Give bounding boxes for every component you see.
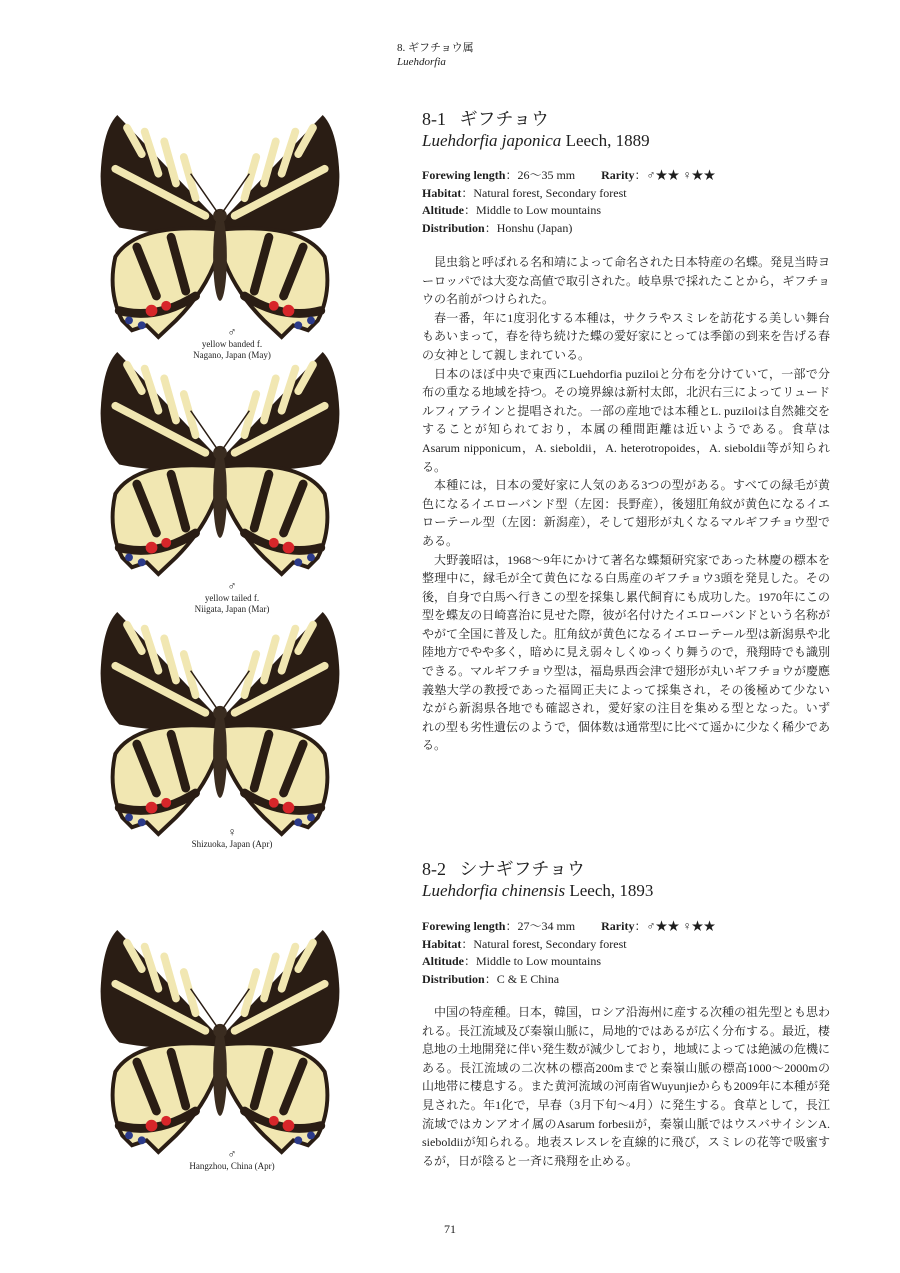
chapter-title: ギフチョウ属 <box>408 42 474 54</box>
specimen-3-locality: Shizuoka, Japan (Apr) <box>191 839 273 849</box>
rarity-label: Rarity <box>601 919 635 933</box>
chapter-genus: Luehdorfia <box>397 56 446 68</box>
species-1-japanese-name: ギフチョウ <box>459 109 549 129</box>
species-1-paragraph-2: 春一番，年に1度羽化する本種は，サクラやスミレを訪花する美しい舞台もあいまって，春を待ち続けた蝶の愛好家にとっては季節の到来を告げる春の女神として親しまれている。 <box>422 310 830 362</box>
forewing-label: Forewing length <box>422 168 506 182</box>
altitude-value: ：Middle to Low mountains <box>464 203 601 217</box>
altitude-value: ：Middle to Low mountains <box>464 954 601 968</box>
species-1-info <box>422 167 715 237</box>
chapter-number: 8. <box>397 42 406 54</box>
specimen-4-sex: ♂ <box>227 1147 237 1161</box>
specimen-1-form: yellow banded f. <box>201 339 263 349</box>
forewing-value: ：27～34 mm <box>505 919 576 933</box>
specimen-3-sex: ♀ <box>227 825 237 839</box>
rarity-label: Rarity <box>601 168 635 182</box>
species-2-japanese-name: シナギフチョウ <box>459 859 585 879</box>
specimen-1-locality: Nagano, Japan (May) <box>193 350 271 360</box>
species-2-heading <box>422 858 653 902</box>
species-1-author: Leech, 1889 <box>561 131 650 150</box>
altitude-label: Altitude <box>422 203 464 217</box>
habitat-label: Habitat <box>422 185 462 200</box>
rarity-value: ：♂★★ ♀★★ <box>634 168 716 182</box>
distribution-label: Distribution <box>422 220 485 235</box>
specimen-4-caption <box>132 1148 332 1172</box>
species-1-paragraph-3: 日本のほぼ中央で東西にLuehdorfia puziloiと分布を分けていて，一部で分布の重なる地域を持つ。その境界線は新村太郎，北沢右三によってリュードルフィアラインと提唱された。一部の産地では本種とL. puziloiは自然雑交をすることが知られており，本属の種間距離は近いようである。食草はAsarum nipponicum，A. sieboldii，A. heterotropoides，A. sieboldii等が知られる。 <box>422 366 830 474</box>
species-1-paragraph-1: 昆虫翁と呼ばれる名和靖によって命名された日本特産の名蝶。発見当時ヨーロッパでは大変な高値で取引された。岐阜県で採れたことから，ギフチョウの名前がつけられた。 <box>422 255 831 307</box>
specimen-2-sex: ♂ <box>227 579 237 593</box>
species-2-scientific-name: Luehdorfia chinensis <box>422 881 566 900</box>
species-2-author: Leech, 1893 <box>565 881 654 900</box>
species-1-description <box>422 253 830 755</box>
forewing-label: Forewing length <box>422 919 506 933</box>
species-1-number: 8-1 <box>422 109 446 129</box>
specimen-2-form: yellow tailed f. <box>204 593 260 603</box>
running-header <box>397 41 474 55</box>
specimen-3-caption <box>132 826 332 850</box>
altitude-label: Altitude <box>422 954 464 968</box>
specimen-2-locality: Niigata, Japan (Mar) <box>194 604 270 614</box>
butterfly-specimen-1-image <box>95 115 345 340</box>
specimen-1-sex: ♂ <box>227 325 237 339</box>
butterfly-specimen-4-image <box>95 930 345 1155</box>
page-number: 71 <box>444 1222 456 1236</box>
species-2-paragraph-1: 中国の特産種。日本，韓国，ロシア沿海州に産する次種の祖先型とも思われる。長江流域及び秦嶺山脈に，局地的ではあるが広く分布する。最近，棲息地の土地開発に伴い発生数が減少しており，地域によっては絶滅の危機にある。長江流域の二次林の標高200mまでと秦嶺山脈の標高1000～2000mの山地帯に棲息する。また黄河流域の河南省Wuyunjieからも2009年に本種が発見された。年1化で，早春（3月下旬～4月）に発生する。食草として，長江流域ではカンアオイ属のAsarum forbesiiが，秦嶺山脈ではウスバサイシンA. sieboldiiが知られる。地表スレスレを直線的に飛び，スミレの花等で吸蜜するが，日が陰ると一斉に飛翔を止める。 <box>422 1005 831 1168</box>
distribution-value: ：Honshu (Japan) <box>484 220 573 235</box>
specimen-2-caption <box>132 580 332 615</box>
species-1-paragraph-5: 大野義昭は，1968～9年にかけて著名な蝶類研究家であった林慶の標本を整理中に，縁毛が全て黄色になる白馬産のギフチョウ3頭を発見した。その後，自身で白馬へ行きこの型を採集し累代飼育にも成功した。1970年にこの型を蝶友の日崎喜治に見せた際，彼が名付けたイエローバンドという名称がやがて全国に普及した。肛角紋が黄色になるイエローテール型は新潟県や北陸地方でやや多く，暗めに見え弱々しくゆっくり舞うので，飛翔時でも識別できる。マルギフチョウ型は，福島県西会津で翅形が丸いギフチョウが慶應義塾大学の教授であった福岡正夫によって採集され，その後極めて少ないながら新潟県各地でも確認され，愛好家の注目を集める型となった。いずれの型も劣性遺伝のようで，個体数は通常型に比べて遥かに少なく稀少である。 <box>422 552 831 753</box>
species-1-heading <box>422 108 650 152</box>
species-2-info <box>422 918 715 988</box>
butterfly-specimen-2-image <box>95 352 345 577</box>
species-2-description <box>422 1003 830 1170</box>
distribution-value: ：C & E China <box>484 971 560 986</box>
distribution-label: Distribution <box>422 971 485 986</box>
specimen-4-locality: Hangzhou, China (Apr) <box>189 1161 275 1171</box>
rarity-value: ：♂★★ ♀★★ <box>634 919 716 933</box>
butterfly-specimen-3-image <box>95 612 345 837</box>
habitat-value: ：Natural forest, Secondary forest <box>461 185 627 200</box>
species-2-number: 8-2 <box>422 859 446 879</box>
habitat-label: Habitat <box>422 936 462 951</box>
species-1-scientific-name: Luehdorfia japonica <box>422 131 562 150</box>
forewing-value: ：26～35 mm <box>505 168 576 182</box>
species-1-paragraph-4: 本種には，日本の愛好家に人気のある3つの型がある。すべての緑毛が黄色になるイエローバンド型（左図：長野産），後翅肛角紋が黄色になるイエローテール型（左図：新潟産），そして翅形が丸くなるマルギフチョウ型である。 <box>422 478 830 548</box>
habitat-value: ：Natural forest, Secondary forest <box>461 936 627 951</box>
